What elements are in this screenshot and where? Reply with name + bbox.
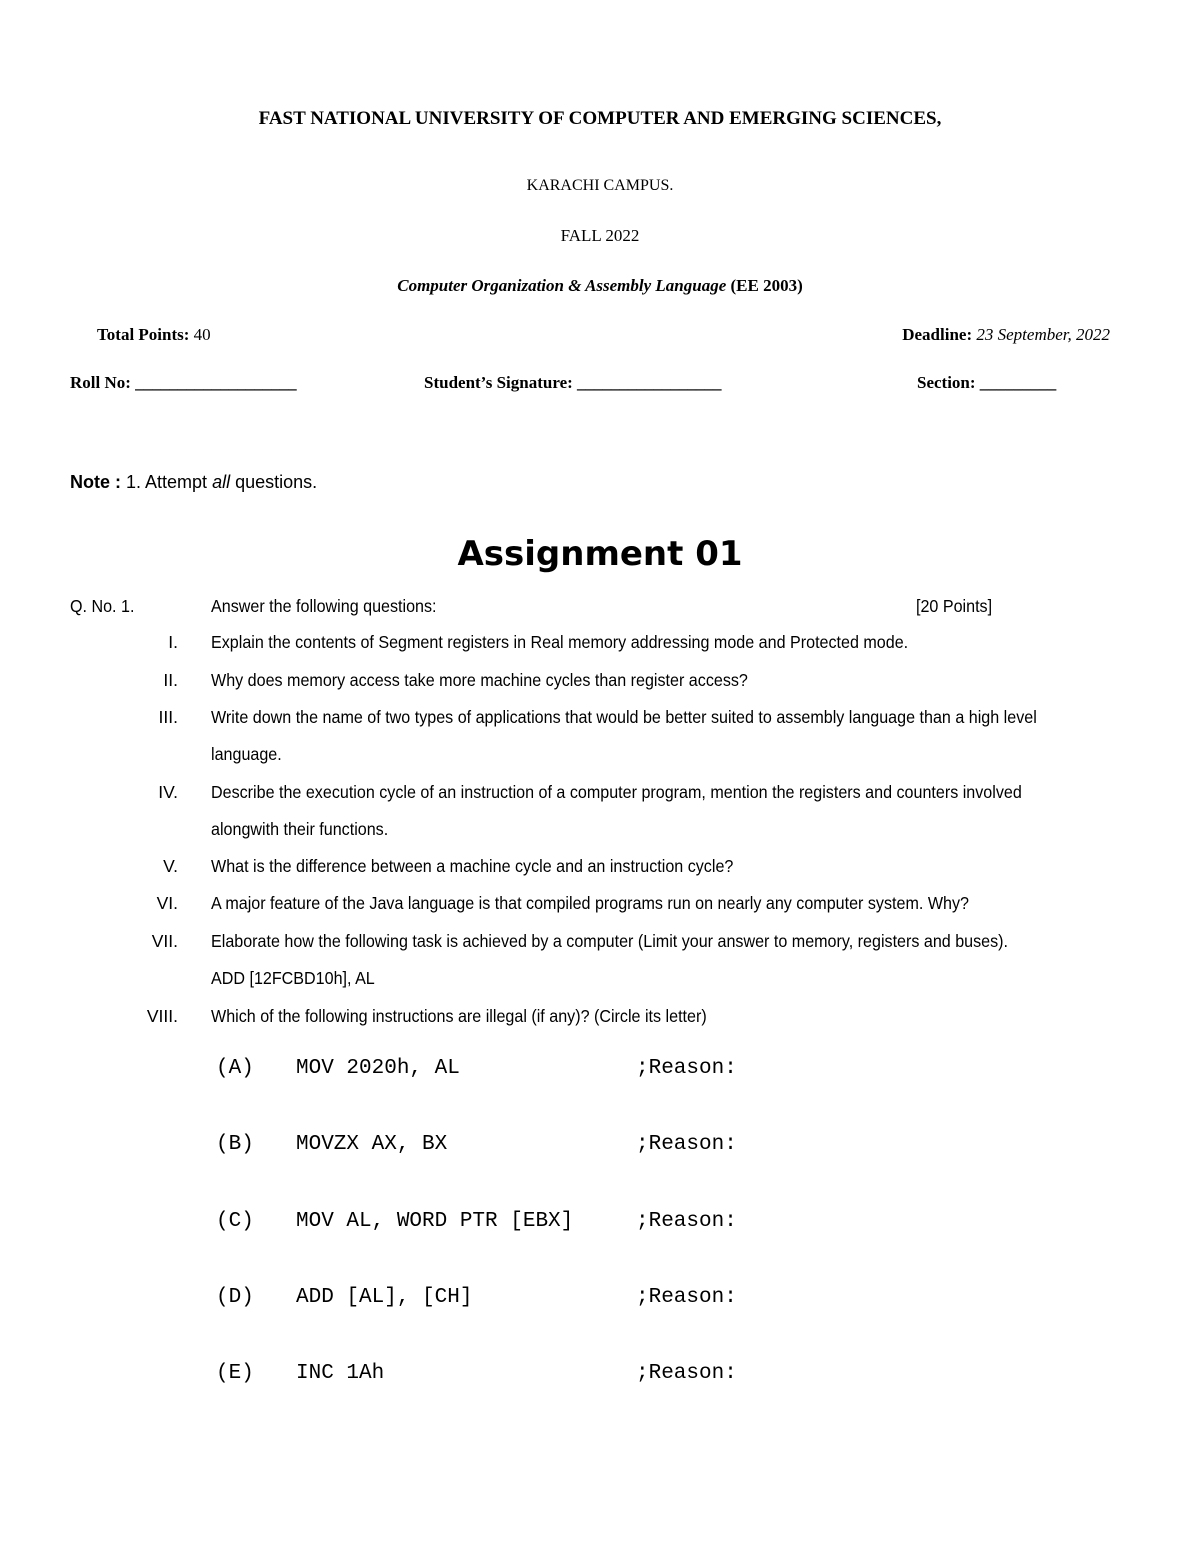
question-points: [20 Points] [916,596,993,616]
item-text: Why does memory access take more machine cycles than register access? [211,670,748,690]
note [70,472,317,493]
option-code: MOV AL, WORD PTR [EBX] [296,1210,574,1233]
note-label: Note : [70,472,121,492]
option-reason: ;Reason: [636,1286,737,1309]
item-numeral: III. [158,707,178,727]
option-code: MOVZX AX, BX [296,1133,448,1156]
option-letter: (D) [216,1286,254,1309]
option-reason: ;Reason: [636,1210,737,1233]
question-number: Q. No. 1. [70,596,135,616]
item-numeral: VII. [151,931,178,951]
option-letter: (E) [216,1362,254,1385]
note-text-after: questions. [235,472,318,492]
term: FALL 2022 [560,226,640,245]
university-name: FAST NATIONAL UNIVERSITY OF COMPUTER AND EMERGING SCIENCES, [258,108,942,129]
item-numeral: V. [163,856,178,876]
item-text: Write down the name of two types of applications that would be better suited to assembly language than a high level [211,707,1037,727]
option-code: MOV 2020h, AL [296,1057,460,1080]
course-line [0,276,1200,296]
item-text: Elaborate how the following task is achieved by a computer (Limit your answer to memory, registers and buses). [211,931,1009,951]
item-text: A major feature of the Java language is that compiled programs run on nearly any computer system. Why? [211,893,969,913]
item-text: What is the difference between a machine cycle and an instruction cycle? [211,856,734,876]
item-text: Describe the execution cycle of an instruction of a computer program, mention the registers and counters involved [211,782,1022,802]
option-reason: ;Reason: [636,1057,737,1080]
option-code: ADD [AL], [CH] [296,1286,473,1309]
item-numeral: IV. [158,782,178,802]
deadline-label: Deadline: [902,325,973,344]
campus-name: KARACHI CAMPUS. [526,177,674,194]
item-numeral: II. [163,670,178,690]
item-numeral: VI. [156,893,178,913]
item-numeral: VIII. [146,1006,178,1026]
roll-no-field: Roll No: ___________________ [70,373,297,392]
question-instruction: Answer the following questions: [211,596,437,616]
option-reason: ;Reason: [636,1362,737,1385]
deadline-value: 23 September, 2022 [976,325,1110,344]
item-text: ADD [12FCBD10h], AL [211,968,375,988]
signature-field: Student’s Signature: _________________ [424,373,722,392]
total-points [97,325,211,345]
note-emphasis: all [212,472,231,492]
option-reason: ;Reason: [636,1133,737,1156]
option-code: INC 1Ah [296,1362,385,1385]
total-points-value: 40 [193,325,211,344]
option-letter: (C) [216,1210,254,1233]
option-letter: (B) [216,1133,254,1156]
item-text: alongwith their functions. [211,819,389,839]
item-text: language. [211,744,282,764]
option-letter: (A) [216,1057,254,1080]
note-text-before: 1. Attempt [126,472,208,492]
item-text: Which of the following instructions are illegal (if any)? (Circle its letter) [211,1006,707,1026]
course-name: Computer Organization & Assembly Language [397,276,727,295]
course-code: (EE 2003) [730,276,803,295]
total-points-label: Total Points: [97,325,190,344]
assignment-title: Assignment 01 [457,534,743,574]
section-field: Section: _________ [917,373,1057,392]
item-text: Explain the contents of Segment registers in Real memory addressing mode and Protected mode. [211,632,909,652]
item-numeral: I. [168,632,178,652]
deadline [902,325,1110,345]
